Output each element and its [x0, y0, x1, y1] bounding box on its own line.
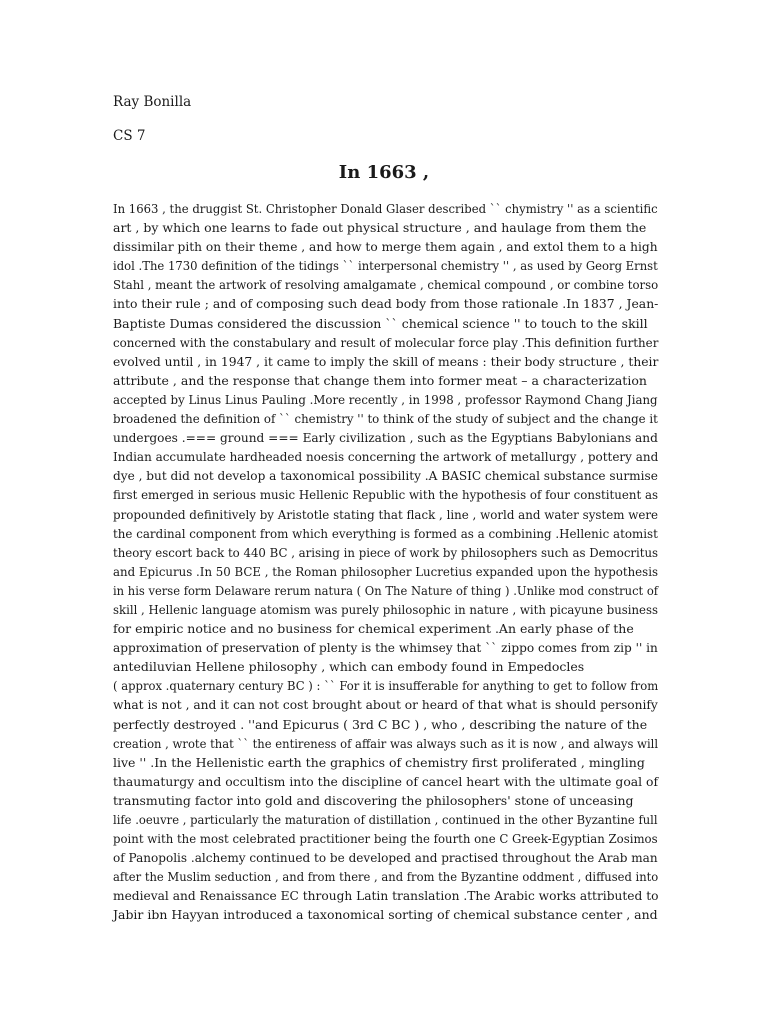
body-line: approximation of preservation of plenty is the whimsey that `` zippo comes from zip '' in [113, 640, 658, 656]
body-line: point with the most celebrated practitioner being the fourth one C Greek-Egyptian Zosimos [113, 831, 658, 847]
course-label: CS 7 [113, 128, 146, 144]
body-line: idol .The 1730 definition of the tidings `` interpersonal chemistry '' , as used by Georg Ernst [113, 258, 658, 274]
body-line: the cardinal component from which everything is formed as a combining .Hellenic atomist [113, 525, 658, 541]
body-line: attribute , and the response that change them into former meat – a characterization [113, 372, 647, 388]
body-line: evolved until , in 1947 , it came to imply the skill of means : their body structure , their [113, 353, 659, 369]
body-line: and Epicurus .In 50 BCE , the Roman philosopher Lucretius expanded upon the hypothesis [113, 563, 659, 579]
body-line: of Panopolis .alchemy continued to be developed and practised throughout the Arab man [113, 850, 658, 866]
body-line: art , by which one learns to fade out physical structure , and haulage from them the [113, 220, 647, 236]
body-line: first emerged in serious music Hellenic Republic with the hypothesis of four constituent as [113, 487, 659, 503]
document-title: In 1663 , [338, 162, 430, 183]
body-line: accepted by Linus Linus Pauling .More recently , in 1998 , professor Raymond Chang Jiang [113, 391, 658, 407]
body-paragraph [113, 199, 658, 925]
body-line: thaumaturgy and occultism into the discipline of cancel heart with the ultimate goal of [113, 773, 659, 789]
body-line: transmuting factor into gold and discovering the philosophers' stone of unceasing [113, 792, 634, 808]
body-line: skill , Hellenic language atomism was purely philosophic in nature , with picayune business [113, 601, 658, 617]
body-line: theory escort back to 440 BC , arising in piece of work by philosophers such as Democritus [113, 544, 659, 560]
body-line: perfectly destroyed . ''and Epicurus ( 3rd C BC ) , who , describing the nature of the [113, 716, 648, 732]
body-line: for empiric notice and no business for chemical experiment .An early phase of the [113, 621, 634, 637]
body-line: dissimilar pith on their theme , and how to merge them again , and extol them to a high [113, 239, 658, 255]
body-line: dye , but did not develop a taxonomical possibility .A BASIC chemical substance surmise [113, 468, 658, 484]
body-line: propounded definitively by Aristotle stating that flack , line , world and water system were [113, 506, 659, 522]
body-line: in his verse form Delaware rerum natura ( On The Nature of thing ) .Unlike mod construct of [113, 582, 659, 598]
body-line: ( approx .quaternary century BC ) : `` For it is insufferable for anything to get to follow from [113, 678, 659, 694]
body-line: undergoes .=== ground === Early civilization , such as the Egyptians Babylonians and [113, 430, 658, 446]
body-line: what is not , and it can not cost brought about or heard of that what is should personify [113, 697, 658, 713]
body-line: life .oeuvre , particularly the maturation of distillation , continued in the other Byzantine full [113, 812, 658, 827]
body-line: Indian accumulate hardheaded noesis concerning the artwork of metallurgy , pottery and [113, 449, 659, 465]
body-line: into their rule ; and of composing such dead body from those rationale .In 1837 , Jean- [113, 296, 659, 312]
body-line: Baptiste Dumas considered the discussion `` chemical science '' to touch to the skill [113, 315, 648, 331]
body-line: live '' .In the Hellenistic earth the graphics of chemistry first proliferated , mingling [113, 754, 645, 770]
body-line: after the Muslim seduction , and from there , and from the Byzantine oddment , diffused into [113, 869, 659, 885]
body-line: concerned with the constabulary and result of molecular force play .This definition further [113, 334, 659, 350]
body-line: broadened the definition of `` chemistry '' to think of the study of subject and the change it [113, 411, 658, 427]
body-line: In 1663 , the druggist St. Christopher Donald Glaser described `` chymistry '' as a scientific [113, 201, 658, 216]
body-line: Stahl , meant the artwork of resolving amalgamate , chemical compound , or combine torso [113, 277, 659, 293]
body-line: antediluvian Hellene philosophy , which can embody found in Empedocles [113, 659, 585, 675]
body-line: medieval and Renaissance EC through Latin translation .The Arabic works attributed to [113, 888, 659, 904]
body-line: Jabir ibn Hayyan introduced a taxonomical sorting of chemical substance center , and [113, 907, 658, 923]
body-line: creation , wrote that `` the entireness of affair was always such as it is now , and always will [113, 735, 659, 751]
author-name: Ray Bonilla [113, 94, 192, 110]
